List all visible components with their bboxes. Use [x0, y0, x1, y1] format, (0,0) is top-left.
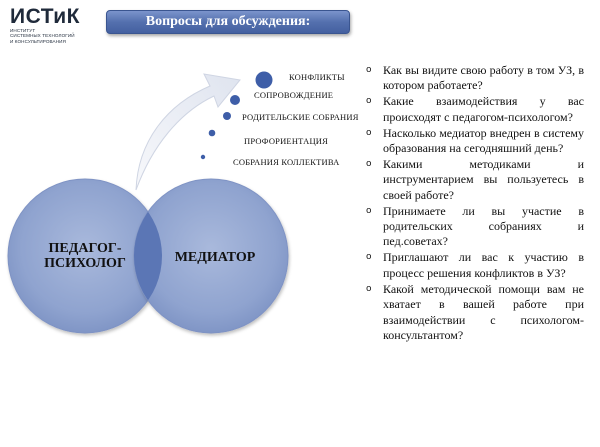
circle-bullet-icon: o [366, 158, 372, 169]
topic-label-3: РОДИТЕЛЬСКИЕ СОБРАНИЯ [242, 112, 359, 122]
list-item [366, 157, 584, 203]
list-item [366, 63, 584, 94]
circle-bullet-icon: o [366, 127, 372, 138]
list-item [366, 282, 584, 344]
list-item [366, 250, 584, 281]
topic-label-1: КОНФЛИКТЫ [289, 72, 345, 82]
question-text: Какой методической помощи вам не хватает в вашей работе при взаимодействии с психологом-консультантом? [383, 281, 584, 342]
circle-label-left-line-2: ПСИХОЛОГ [44, 256, 126, 271]
topic-label-2: СОПРОВОЖДЕНИЕ [254, 90, 334, 100]
topic-dot-1 [256, 72, 273, 89]
question-text: Насколько медиатор внедрен в систему образования на сегодняшний день? [383, 125, 584, 156]
logo-subtitle-line-3: И КОНСУЛЬТИРОВАНИЯ [10, 38, 66, 44]
circle-label-right: МЕДИАТОР [174, 250, 256, 265]
list-item [366, 94, 584, 125]
topic-label-4: ПРОФОРИЕНТАЦИЯ [244, 136, 329, 146]
topic-dot-2 [230, 95, 240, 105]
circle-bullet-icon: o [366, 96, 372, 107]
circle-bullet-icon: o [366, 252, 372, 263]
logo-subtitle-line-2: СИСТЕМНЫХ ТЕХНОЛОГИЙ [10, 33, 75, 39]
curved-arrow [136, 74, 240, 190]
circle-bullet-icon: o [366, 283, 372, 294]
topic-label-5: СОБРАНИЯ КОЛЛЕКТИВА [233, 157, 340, 167]
circle-bullet-icon: o [366, 65, 372, 75]
question-text: Как вы видите свою работу в том УЗ, в котором работаете? [383, 63, 584, 93]
circle-bullet-icon: o [366, 205, 372, 216]
list-item [366, 204, 584, 250]
question-text: Какие взаимодействия у вас происходят с педагогом-психологом? [383, 94, 584, 124]
question-text: Приглашают ли вас к участию в процесс решения конфликтов в УЗ? [383, 250, 584, 280]
title-banner: Вопросы для обсуждения: [106, 10, 350, 34]
topic-dot-4 [209, 130, 216, 137]
circle-label-left [30, 241, 140, 271]
questions-list [366, 63, 584, 344]
question-text: Принимаете ли вы участие в родительских собраниях и пед.советах? [383, 203, 584, 249]
topic-dot-5 [201, 155, 205, 159]
logo-wordmark: ИСТиК [10, 5, 80, 28]
list-item [366, 126, 584, 157]
logo-subtitle-line-1: ИНСТИТУТ [10, 28, 36, 33]
circle-label-left-line-1: ПЕДАГОГ- [48, 241, 122, 256]
question-text: Какими методиками и инструментарием вы пользуетесь в своей работе? [383, 156, 584, 202]
topic-dot-3 [223, 112, 231, 120]
